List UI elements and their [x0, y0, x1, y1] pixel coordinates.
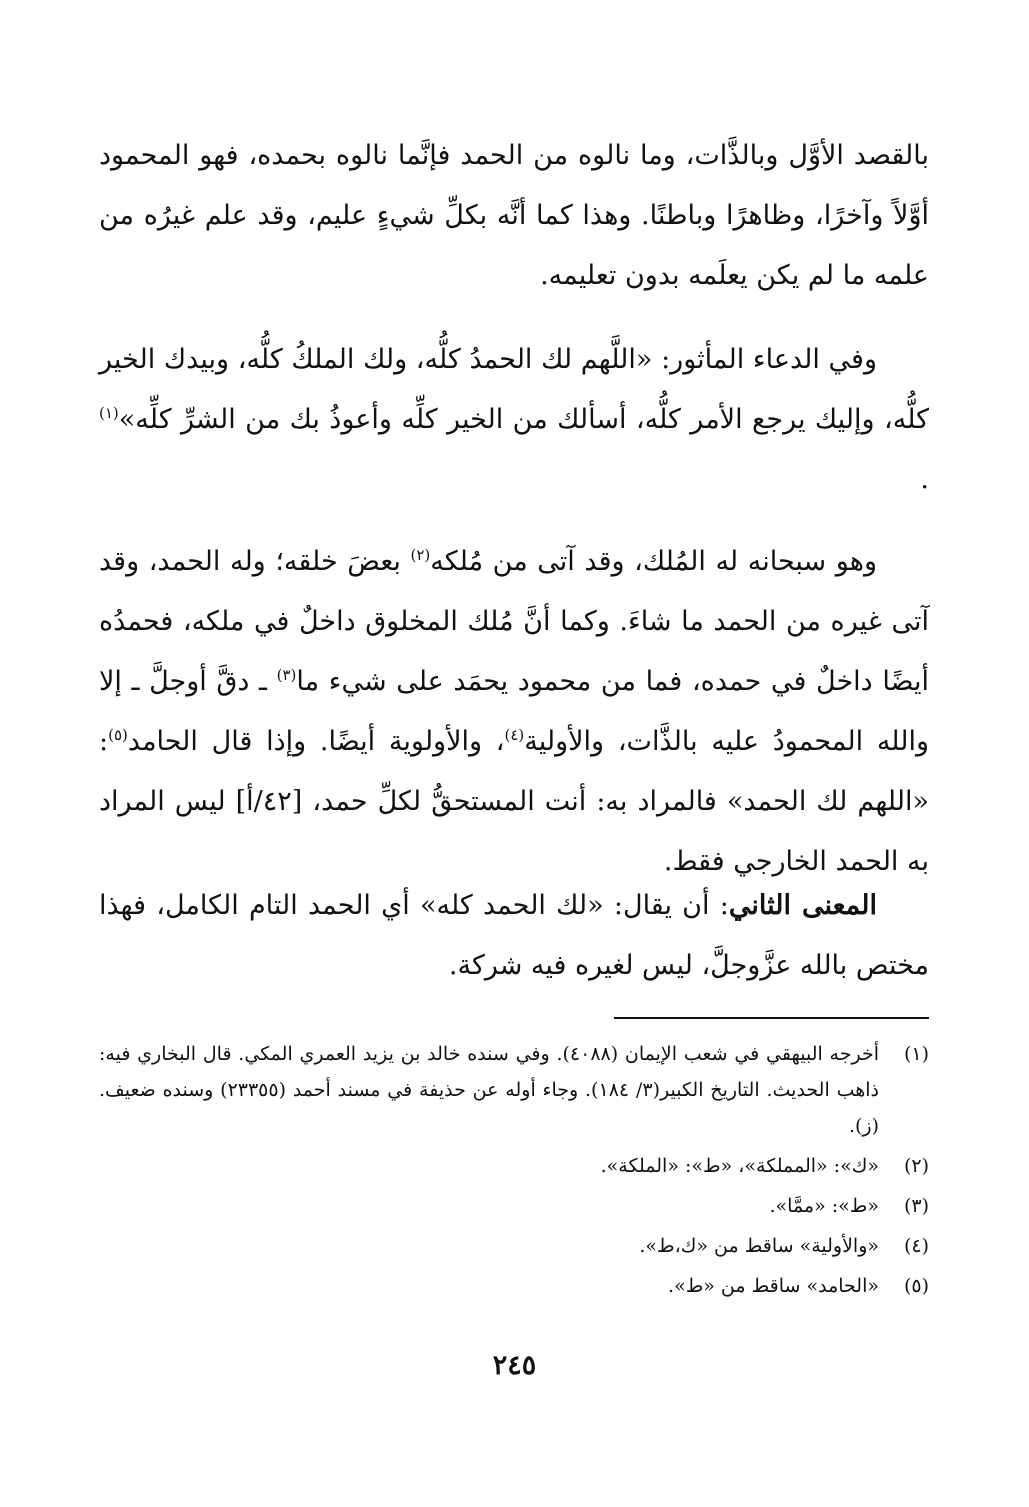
paragraph-4-text: : أن يقال: «لك الحمد كله» أي الحمد التام الكامل، فهذا مختص بالله عزَّوجلَّ، ليس لغيره فيه شركة. — [99, 890, 929, 981]
paragraph-1-text: بالقصد الأوَّل وبالذَّات، وما نالوه من الحمد فإنَّما نالوه بحمده، فهو المحمود أوَّلاً وآخرًا، وظاهرًا وباطنًا. وهذا كما أنَّه بكلِّ شيءٍ عليم، وقد علم غيرُه من علمه ما لم يكن يعلَمه بدون تعليمه. — [99, 140, 929, 291]
page-number: ٢٤٥ — [492, 1350, 537, 1381]
section-heading: المعنى الثاني — [728, 890, 877, 921]
paragraph-3-text-b: بعضَ خلقه؛ وله الحمد، وقد آتى غيره من الحمد ما شاءَ. وكما أنَّ مُلك المخلوق داخلٌ في ملكه، فحمدُه أيضًا داخلٌ في حمده، فما من محمود يحمَد على شيء ما — [99, 546, 929, 697]
footnote-ref-4[interactable]: (٤) — [504, 726, 525, 744]
paragraph-2 — [99, 330, 929, 510]
footnote-ref-1[interactable]: (١) — [99, 404, 119, 422]
footnote-3 — [99, 1188, 929, 1224]
footnote-ref-2[interactable]: (٢) — [410, 546, 431, 564]
footnote-text: «والأولية» ساقط من «ك،ط». — [639, 1235, 879, 1257]
footnotes — [99, 1036, 929, 1308]
footnote-text: أخرجه البيهقي في شعب الإيمان (٤٠٨٨). وفي سنده خالد بن يزيد العمري المكي. قال البخاري فيه: ذاهب الحديث. التاريخ الكبير(٣/ ١٨٤). وجاء أوله عن حذيفة في مسند أحمد (٢٣٣٥٥) وسنده ضعيف. (ز). — [99, 1043, 879, 1137]
paragraph-3-text-c: ـ دقَّ أوجلَّ ـ إلا والله المحمودُ عليه بالذَّات، والأولية — [99, 666, 929, 757]
paragraph-1 — [99, 126, 929, 306]
footnote-number: (١) — [903, 1043, 929, 1065]
paragraph-2-end: . — [920, 464, 929, 495]
footnote-text: «ك»: «المملكة»، «ط»: «الملكة». — [600, 1155, 879, 1177]
footnote-4 — [99, 1228, 929, 1264]
footnote-ref-3[interactable]: (٣) — [276, 666, 297, 684]
footnote-number: (٣) — [903, 1195, 929, 1217]
footnote-number: (٢) — [903, 1155, 929, 1177]
paragraph-3-text-a: وهو سبحانه له المُلك، وقد آتى من مُلكه — [430, 546, 878, 577]
footnote-separator — [614, 1017, 929, 1019]
footnote-ref-5[interactable]: (٥) — [108, 726, 128, 744]
paragraph-3-text-d: ، والأولوية أيضًا. وإذا قال الحامد — [127, 726, 505, 757]
paragraph-3 — [99, 532, 929, 892]
paragraph-3-text-e: : «اللهم لك الحمد» فالمراد به: أنت المستحقُّ لكلِّ حمد، [٤٢/أ] ليس المراد به الحمد الخارجي فقط. — [99, 726, 929, 877]
footnote-number: (٥) — [903, 1275, 929, 1297]
footnote-2 — [99, 1148, 929, 1184]
footnote-text: «ط»: «ممَّا». — [769, 1195, 879, 1217]
footnote-text: «الحامد» ساقط من «ط». — [668, 1275, 879, 1297]
footnote-1 — [99, 1036, 929, 1144]
paragraph-4 — [99, 876, 929, 996]
footnote-number: (٤) — [903, 1235, 929, 1257]
footnote-5 — [99, 1268, 929, 1304]
paragraph-2-text: وفي الدعاء المأثور: «اللَّهم لك الحمدُ كلُّه، ولك الملكُ كلُّه، وبيدك الخير كلُّه، وإليك يرجع الأمر كلُّه، أسألك من الخير كلِّه وأعوذُ بك من الشرِّ كلِّه» — [99, 344, 929, 435]
